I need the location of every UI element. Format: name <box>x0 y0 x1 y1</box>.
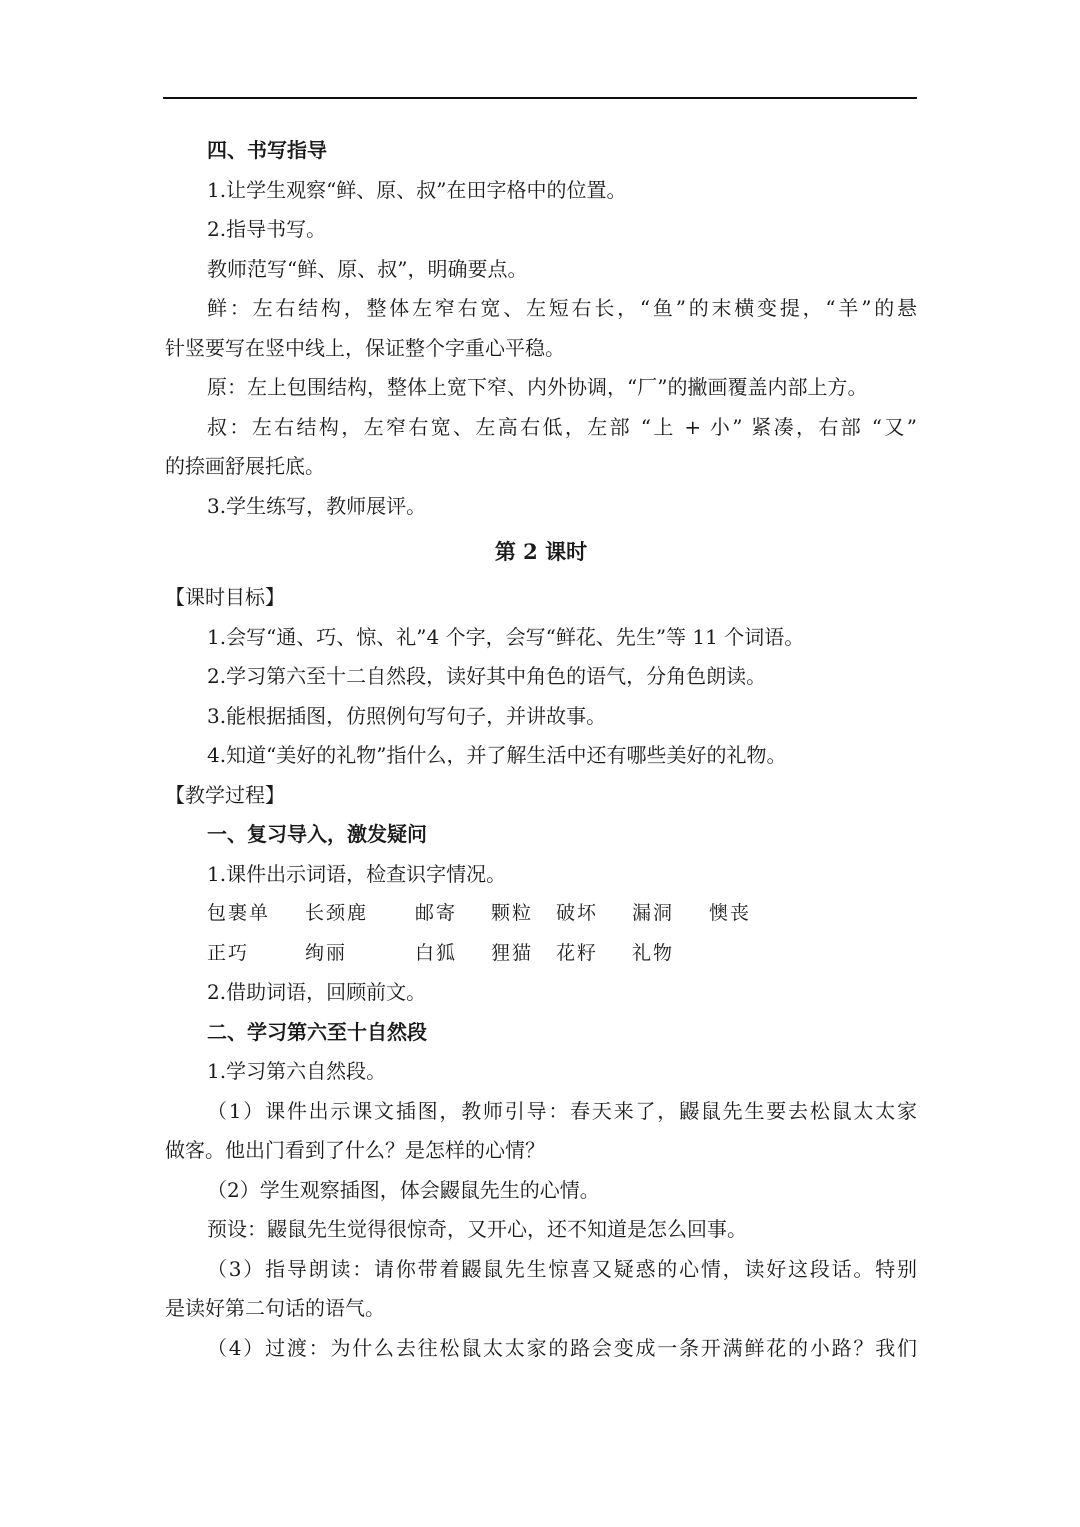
goals-heading: 【课时目标】 <box>165 585 285 609</box>
goal-item: 1.会写“通、巧、惊、礼”4 个字，会写“鲜花、先生”等 11 个词语。 <box>207 624 805 649</box>
goal-item: 2.学习第六至十二自然段，读好其中角色的语气，分角色朗读。 <box>207 664 767 688</box>
paragraph-item2: （2）学生观察插图，体会鼹鼠先生的心情。 <box>207 1177 600 1202</box>
section-heading-review: 一、复习导入，激发疑问 <box>207 822 427 846</box>
paragraph: 3.学生练写，教师展评。 <box>207 493 427 518</box>
paragraph-xian-line1: 鲜：左右结构，整体左窄右宽、左短右长，“鱼”的末横变提，“羊”的悬 <box>207 296 917 320</box>
section-heading-writing-guide: 四、书写指导 <box>207 138 327 162</box>
paragraph-item3-line1: （3）指导朗读：请你带着鼹鼠先生惊喜又疑惑的心情，读好这段话。特别 <box>207 1256 917 1281</box>
goal-item: 3.能根据插图，仿照例句写句子，并讲故事。 <box>207 703 607 728</box>
paragraph-yuan: 原：左上包围结构，整体上宽下窄、内外协调，“厂”的撇画覆盖内部上方。 <box>207 375 868 399</box>
paragraph: 1.课件出示词语，检查识字情况。 <box>207 861 507 886</box>
word-list-row <box>165 934 917 974</box>
word-item: 绚丽 <box>305 941 348 964</box>
word-item: 礼物 <box>632 941 675 964</box>
word-item: 漏洞 <box>632 902 675 924</box>
word-item: 颗粒 <box>491 902 534 924</box>
paragraph: 1.让学生观察“鲜、原、叔”在田字格中的位置。 <box>207 177 627 202</box>
paragraph-item1-line2: 做客。他出门看到了什么？是怎样的心情？ <box>165 1138 545 1162</box>
paragraph-item3-line2: 是读好第二句话的语气。 <box>165 1296 385 1320</box>
word-item: 破坏 <box>556 902 599 924</box>
paragraph: 2.指导书写。 <box>207 217 327 241</box>
word-item: 邮寄 <box>415 902 458 924</box>
paragraph: 教师范写“鲜、原、叔”，明确要点。 <box>207 256 528 281</box>
paragraph-shu-line2: 的捺画舒展托底。 <box>165 454 325 478</box>
paragraph: 2.借助词语，回顾前文。 <box>207 980 427 1004</box>
section-heading-study: 二、学习第六至十自然段 <box>207 1019 427 1044</box>
word-item: 白狐 <box>415 941 458 964</box>
word-item: 懊丧 <box>709 902 752 924</box>
process-heading: 【教学过程】 <box>165 782 285 807</box>
paragraph-preset: 预设：鼹鼠先生觉得很惊奇，又开心，还不知道是怎么回事。 <box>207 1217 747 1241</box>
word-item: 花籽 <box>556 941 599 964</box>
word-list-row <box>165 894 917 934</box>
document-page <box>165 131 917 1368</box>
goal-item: 4.知道“美好的礼物”指什么，并了解生活中还有哪些美好的礼物。 <box>207 743 787 767</box>
word-item: 长颈鹿 <box>305 902 369 924</box>
paragraph: 1.学习第六自然段。 <box>207 1059 387 1083</box>
paragraph-xian-line2: 针竖要写在竖中线上，保证整个字重心平稳。 <box>165 335 565 360</box>
header-rule <box>163 97 917 99</box>
paragraph-shu-line1: 叔：左右结构，左窄右宽、左高右低，左部 “上 + 小” 紧凑，右部 “又” <box>207 414 917 439</box>
lesson-title: 第 2 课时 <box>494 539 588 564</box>
word-item: 包裹单 <box>207 902 271 924</box>
word-item: 正巧 <box>207 941 250 964</box>
paragraph-item4: （4）过渡：为什么去往松鼠太太家的路会变成一条开满鲜花的小路？我们 <box>207 1335 917 1360</box>
paragraph-item1-line1: （1）课件出示课文插图，教师引导：春天来了，鼹鼠先生要去松鼠太太家 <box>207 1098 917 1123</box>
word-item: 狸猫 <box>491 941 534 964</box>
